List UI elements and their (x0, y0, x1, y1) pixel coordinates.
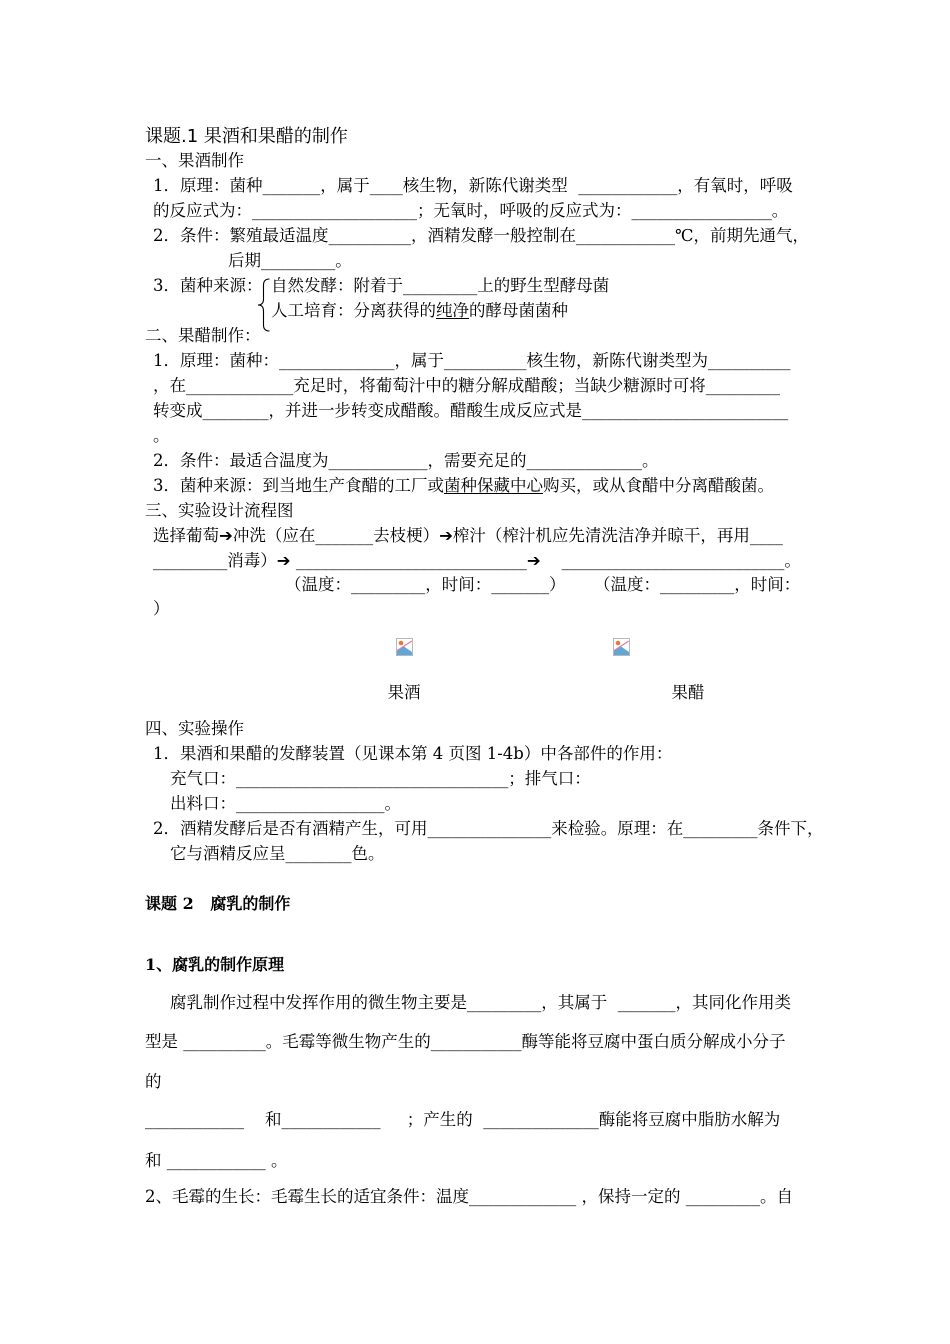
section-heading-vinegar: 二、果醋制作： (145, 326, 261, 345)
topic2-title: 课题 2 腐乳的制作 (145, 894, 291, 913)
topic2-principle-line-3: 的 (145, 1072, 162, 1091)
wine-source-artificial (271, 298, 568, 323)
section-heading-operation: 四、实验操作 (145, 719, 244, 738)
vinegar-source-before: 3．菌种来源：到当地生产食醋的工厂或 (153, 476, 444, 495)
vinegar-principle-line-2: ，在_____________充足时，将葡萄汁中的糖分解成醋酸；当缺少糖源时可将_________ (153, 376, 780, 395)
operation-item-2-line-1: 2．酒精发酵后是否有酒精产生，可用_______________来检验。原理：在_________条件下， (153, 819, 824, 838)
wine-principle-line-1: 1．原理：菌种_______，属于____核生物，新陈代谢类型 ____________，有氧时，呼吸 (153, 176, 793, 195)
wine-figure-placeholder-icon (396, 638, 413, 656)
underlined-term-pure: 纯净 (436, 301, 469, 320)
vinegar-figure-placeholder-icon (613, 638, 630, 656)
topic2-principle-line-4: ____________ 和____________ ；产生的 ______________酶能将豆腐中脂肪水解为 (145, 1110, 781, 1129)
wine-conditions-line-1: 2．条件：繁殖最适温度__________，酒精发酵一般控制在____________℃，前期先通气， (153, 226, 809, 245)
topic2-principle-line-1: 腐乳制作过程中发挥作用的微生物主要是_________，其属于 _______，其同化作用类 (170, 993, 791, 1012)
topic2-principle-line-5: 和 ____________ 。 (145, 1151, 288, 1170)
topic2-principle-line-2: 型是 __________。毛霉等微生物产生的___________酶等能将豆腐中蛋白质分解成小分子 (145, 1032, 786, 1051)
vinegar-conditions-line: 2．条件：最适合温度为____________，需要充足的______________。 (153, 451, 659, 470)
wine-source-label: 3．菌种来源： (153, 276, 263, 295)
operation-item-1: 1．果酒和果醋的发酵装置（见课本第 4 页图 1-4b）中各部件的作用： (153, 744, 673, 763)
section-heading-flowchart: 三、实验设计流程图 (145, 501, 294, 520)
vinegar-principle-line-4: 。 (153, 426, 170, 445)
flowchart-line-1: 选择葡萄➔冲洗（应在_______去枝梗）➔榨汁（榨汁机应先清洗洁净并晾干，再用____ (153, 526, 783, 545)
vinegar-fermentation-conditions: （温度：_________，时间： (594, 575, 801, 594)
inlet-exhaust-line: 充气口：_________________________________；排气口： (170, 769, 591, 788)
wine-conditions-line-2: 后期_________。 (228, 251, 352, 270)
vinegar-principle-line-1: 1．原理：菌种：______________，属于__________核生物，新陈代谢类型为__________ (153, 351, 791, 370)
vinegar-source-after: 购买，或从食醋中分离醋酸菌。 (543, 476, 774, 495)
section-heading-wine: 一、果酒制作 (145, 151, 244, 170)
vinegar-principle-line-3: 转变成________，并进一步转变成醋酸。醋酸生成反应式是_________________________ (153, 401, 789, 420)
figure-label-vinegar: 果醋 (671, 683, 705, 702)
wine-source-artificial-after: 的酵母菌菌种 (469, 301, 568, 320)
outlet-line: 出料口：__________________。 (170, 794, 401, 813)
wine-source-natural: 自然发酵：附着于_________上的野生型酵母菌 (271, 276, 610, 295)
document-title: 课题.1 果酒和果醋的制作 (145, 126, 348, 147)
flowchart-line-2: _________消毒）➔ ____________________________➔ ___________________________。 (153, 551, 801, 570)
topic2-principle-heading: 1、腐乳的制作原理 (145, 955, 285, 974)
vinegar-source-line (153, 473, 774, 498)
wine-source-artificial-before: 人工培育：分离获得的 (271, 301, 436, 320)
wine-principle-line-2: 的反应式为：____________________；无氧时，呼吸的反应式为：_________________。 (153, 201, 789, 220)
wine-fermentation-conditions: （温度：_________，时间：_______） (285, 575, 566, 594)
operation-item-2-line-2: 它与酒精反应呈________色。 (170, 844, 385, 863)
vinegar-fermentation-conditions-end: ） (153, 599, 170, 618)
topic2-growth-line: 2、毛霉的生长：毛霉生长的适宜条件：温度_____________ ，保持一定的 _________。自 (145, 1187, 793, 1206)
figure-label-wine: 果酒 (387, 683, 421, 702)
underlined-term-culture-center: 菌种保藏中心 (444, 476, 543, 495)
